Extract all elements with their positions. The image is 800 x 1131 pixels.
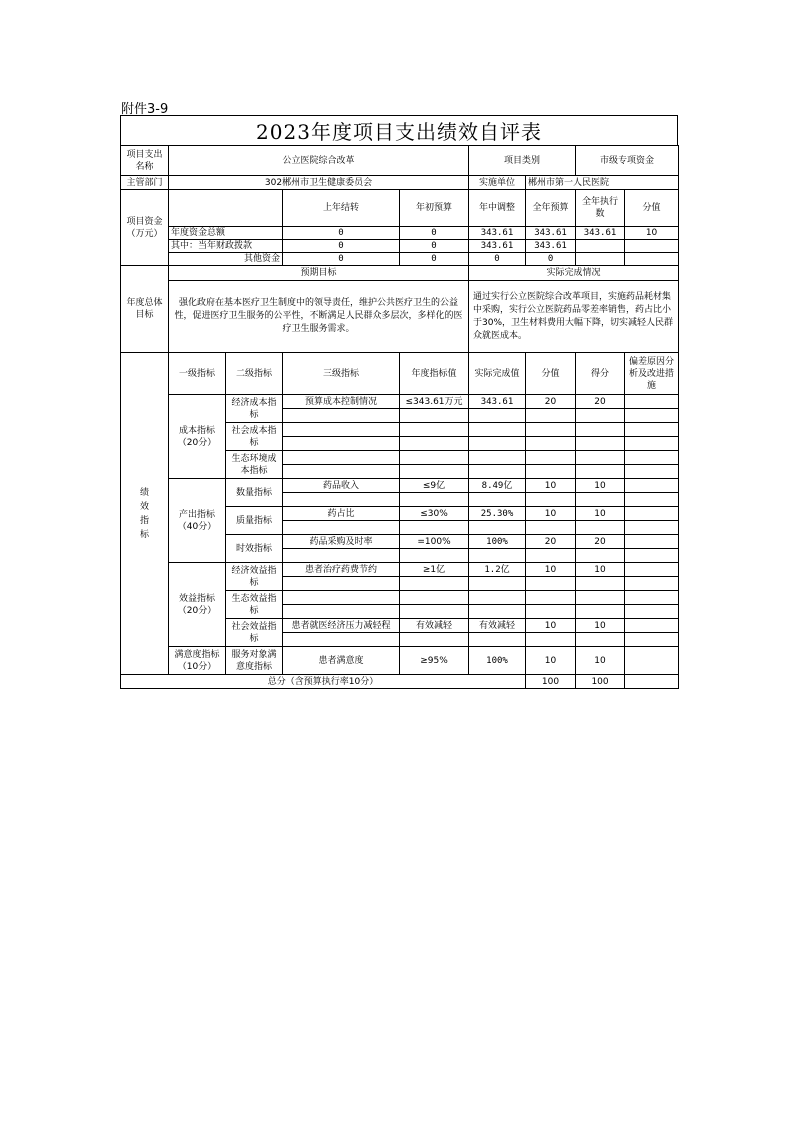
level3-indicator: 患者就医经济压力减轻程 bbox=[283, 619, 400, 633]
level3-indicator bbox=[283, 437, 400, 451]
table-row bbox=[121, 647, 679, 675]
actual-value bbox=[469, 591, 526, 605]
deviation-analysis bbox=[625, 535, 679, 549]
score-value bbox=[526, 549, 576, 563]
impl-label: 实施单位 bbox=[469, 176, 526, 190]
funds-adj: 343.61 bbox=[469, 227, 526, 240]
score-value: 10 bbox=[526, 619, 576, 633]
deviation-analysis bbox=[625, 591, 679, 605]
funds-label: 项目资金（万元） bbox=[121, 190, 169, 266]
actual-value bbox=[469, 451, 526, 465]
perf-header: 偏差原因分析及改进措施 bbox=[625, 353, 679, 395]
score-value: 20 bbox=[526, 535, 576, 549]
funds-prev: 0 bbox=[283, 240, 400, 253]
score bbox=[576, 521, 625, 535]
score-value bbox=[526, 451, 576, 465]
deviation-analysis bbox=[625, 465, 679, 479]
expected-header: 预期目标 bbox=[169, 266, 469, 281]
funds-adj: 343.61 bbox=[469, 240, 526, 253]
target-value: ≤30% bbox=[400, 507, 469, 521]
perf-header: 三级指标 bbox=[283, 353, 400, 395]
score-value bbox=[526, 493, 576, 507]
actual-value bbox=[469, 437, 526, 451]
impl: 郴州市第一人民医院 bbox=[526, 176, 679, 190]
level3-indicator bbox=[283, 549, 400, 563]
level3-indicator bbox=[283, 605, 400, 619]
funds-row-name: 其他资金 bbox=[169, 253, 283, 266]
target-value bbox=[400, 591, 469, 605]
score-value: 20 bbox=[526, 395, 576, 409]
target-value bbox=[400, 465, 469, 479]
funds-header: 上年结转 bbox=[283, 190, 400, 227]
target-value bbox=[400, 633, 469, 647]
target-value bbox=[400, 521, 469, 535]
level1-indicator: 成本指标（20分） bbox=[169, 395, 226, 479]
target-value: ≤343.61万元 bbox=[400, 395, 469, 409]
perf-header: 二级指标 bbox=[226, 353, 283, 395]
level1-indicator: 满意度指标（10分） bbox=[169, 647, 226, 675]
level2-indicator: 生态环境成本指标 bbox=[226, 451, 283, 479]
score-value bbox=[526, 577, 576, 591]
deviation-analysis bbox=[625, 423, 679, 437]
target-value: ≥95% bbox=[400, 647, 469, 675]
level3-indicator bbox=[283, 409, 400, 423]
score-value bbox=[526, 423, 576, 437]
score-value bbox=[526, 465, 576, 479]
deviation-analysis bbox=[625, 507, 679, 521]
total-blank bbox=[625, 675, 679, 689]
target-value bbox=[400, 451, 469, 465]
level2-indicator: 社会成本指标 bbox=[226, 423, 283, 451]
table-row bbox=[121, 227, 679, 240]
actual-value: 8.49亿 bbox=[469, 479, 526, 493]
level3-indicator bbox=[283, 633, 400, 647]
score: 10 bbox=[576, 619, 625, 633]
funds-header: 年初预算 bbox=[400, 190, 469, 227]
funds-total: 343.61 bbox=[526, 227, 576, 240]
funds-score_value bbox=[625, 240, 679, 253]
actual-value bbox=[469, 465, 526, 479]
target-value bbox=[400, 577, 469, 591]
deviation-analysis bbox=[625, 451, 679, 465]
goals-label: 年度总体目标 bbox=[121, 266, 169, 353]
table-row bbox=[121, 240, 679, 253]
target-value bbox=[400, 409, 469, 423]
score bbox=[576, 423, 625, 437]
total-label: 总分（含预算执行率10分） bbox=[121, 675, 526, 689]
score: 10 bbox=[576, 507, 625, 521]
table-row bbox=[121, 190, 679, 227]
actual-value bbox=[469, 605, 526, 619]
total-score: 100 bbox=[576, 675, 625, 689]
score-value: 10 bbox=[526, 563, 576, 577]
deviation-analysis bbox=[625, 619, 679, 633]
deviation-analysis bbox=[625, 437, 679, 451]
actual-value bbox=[469, 409, 526, 423]
deviation-analysis bbox=[625, 549, 679, 563]
level2-indicator: 服务对象满意度指标 bbox=[226, 647, 283, 675]
target-value: 有效减轻 bbox=[400, 619, 469, 633]
target-value: =100% bbox=[400, 535, 469, 549]
level3-indicator bbox=[283, 423, 400, 437]
funds-exec bbox=[576, 253, 625, 266]
actual-value bbox=[469, 423, 526, 437]
score bbox=[576, 493, 625, 507]
dept: 302郴州市卫生健康委员会 bbox=[169, 176, 469, 190]
perf-header: 年度指标值 bbox=[400, 353, 469, 395]
actual-result: 通过实行公立医院综合改革项目，实施药品耗材集中采购，实行公立医院药品零差率销售，药占比小于30%，卫生材料费用大幅下降，切实减轻人民群众就医成本。 bbox=[469, 281, 679, 353]
perf-label: 绩 效 指 标 bbox=[121, 353, 169, 675]
funds-init: 0 bbox=[400, 240, 469, 253]
level3-indicator: 药品收入 bbox=[283, 479, 400, 493]
funds-header: 年中调整 bbox=[469, 190, 526, 227]
funds-header: 全年预算 bbox=[526, 190, 576, 227]
table-row bbox=[121, 176, 679, 190]
form-title: 2023年度项目支出绩效自评表 bbox=[120, 115, 678, 145]
deviation-analysis bbox=[625, 409, 679, 423]
funds-blank bbox=[169, 190, 283, 227]
project-type: 市级专项资金 bbox=[576, 146, 679, 176]
deviation-analysis bbox=[625, 605, 679, 619]
deviation-analysis bbox=[625, 647, 679, 675]
actual-header: 实际完成情况 bbox=[469, 266, 679, 281]
table-row bbox=[121, 395, 679, 409]
score-value: 10 bbox=[526, 479, 576, 493]
score bbox=[576, 591, 625, 605]
actual-value bbox=[469, 633, 526, 647]
attachment-label: 附件3-9 bbox=[121, 102, 169, 117]
score: 10 bbox=[576, 563, 625, 577]
table-row bbox=[121, 353, 679, 395]
expected-goal: 强化政府在基本医疗卫生制度中的领导责任，维护公共医疗卫生的公益性，促进医疗卫生服务的公平性，不断满足人民群众多层次，多样化的医疗卫生服务需求。 bbox=[169, 281, 469, 353]
level2-indicator: 经济成本指标 bbox=[226, 395, 283, 423]
deviation-analysis bbox=[625, 563, 679, 577]
table-row bbox=[121, 479, 679, 493]
funds-exec bbox=[576, 240, 625, 253]
target-value: ≥1亿 bbox=[400, 563, 469, 577]
level3-indicator: 药品采购及时率 bbox=[283, 535, 400, 549]
deviation-analysis bbox=[625, 395, 679, 409]
funds-init: 0 bbox=[400, 227, 469, 240]
perf-header: 分值 bbox=[526, 353, 576, 395]
level2-indicator: 数量指标 bbox=[226, 479, 283, 507]
score bbox=[576, 605, 625, 619]
perf-header: 一级指标 bbox=[169, 353, 226, 395]
score bbox=[576, 409, 625, 423]
funds-row-name: 年度资金总额 bbox=[169, 227, 283, 240]
score-value: 10 bbox=[526, 507, 576, 521]
deviation-analysis bbox=[625, 633, 679, 647]
level3-indicator bbox=[283, 451, 400, 465]
table-row bbox=[121, 675, 679, 689]
level2-indicator: 社会效益指标 bbox=[226, 619, 283, 647]
evaluation-table bbox=[120, 145, 679, 689]
perf-header: 实际完成值 bbox=[469, 353, 526, 395]
project-name: 公立医院综合改革 bbox=[169, 146, 469, 176]
funds-init: 0 bbox=[400, 253, 469, 266]
score-value bbox=[526, 605, 576, 619]
actual-value bbox=[469, 577, 526, 591]
target-value bbox=[400, 437, 469, 451]
table-row bbox=[121, 146, 679, 176]
score-value bbox=[526, 633, 576, 647]
deviation-analysis bbox=[625, 521, 679, 535]
funds-prev: 0 bbox=[283, 227, 400, 240]
target-value bbox=[400, 605, 469, 619]
level3-indicator bbox=[283, 577, 400, 591]
level2-indicator: 时效指标 bbox=[226, 535, 283, 563]
score-value bbox=[526, 521, 576, 535]
level3-indicator: 患者治疗药费节约 bbox=[283, 563, 400, 577]
score bbox=[576, 437, 625, 451]
score: 10 bbox=[576, 479, 625, 493]
deviation-analysis bbox=[625, 479, 679, 493]
level2-indicator: 生态效益指标 bbox=[226, 591, 283, 619]
level1-indicator: 产出指标（40分） bbox=[169, 479, 226, 563]
table-row bbox=[121, 253, 679, 266]
actual-value: 100% bbox=[469, 647, 526, 675]
perf-header: 得分 bbox=[576, 353, 625, 395]
level3-indicator: 药占比 bbox=[283, 507, 400, 521]
table-row bbox=[121, 266, 679, 281]
actual-value: 有效减轻 bbox=[469, 619, 526, 633]
funds-score_value: 10 bbox=[625, 227, 679, 240]
dept-label: 主管部门 bbox=[121, 176, 169, 190]
actual-value: 1.2亿 bbox=[469, 563, 526, 577]
level3-indicator bbox=[283, 521, 400, 535]
deviation-analysis bbox=[625, 577, 679, 591]
level1-indicator: 效益指标（20分） bbox=[169, 563, 226, 647]
target-value bbox=[400, 549, 469, 563]
level3-indicator bbox=[283, 493, 400, 507]
funds-score_value bbox=[625, 253, 679, 266]
score: 20 bbox=[576, 535, 625, 549]
level2-indicator: 经济效益指标 bbox=[226, 563, 283, 591]
score bbox=[576, 577, 625, 591]
project-name-label: 项目支出名称 bbox=[121, 146, 169, 176]
project-type-label: 项目类别 bbox=[469, 146, 576, 176]
actual-value: 343.61 bbox=[469, 395, 526, 409]
level3-indicator bbox=[283, 591, 400, 605]
table-row bbox=[121, 563, 679, 577]
table-row bbox=[121, 281, 679, 353]
score bbox=[576, 451, 625, 465]
score bbox=[576, 549, 625, 563]
funds-row-name: 其中：当年财政拨款 bbox=[169, 240, 283, 253]
actual-value bbox=[469, 549, 526, 563]
deviation-analysis bbox=[625, 493, 679, 507]
level2-indicator: 质量指标 bbox=[226, 507, 283, 535]
funds-total: 343.61 bbox=[526, 240, 576, 253]
actual-value: 100% bbox=[469, 535, 526, 549]
score-value bbox=[526, 591, 576, 605]
funds-total: 0 bbox=[526, 253, 576, 266]
funds-exec: 343.61 bbox=[576, 227, 625, 240]
level3-indicator: 患者满意度 bbox=[283, 647, 400, 675]
total-value: 100 bbox=[526, 675, 576, 689]
funds-adj: 0 bbox=[469, 253, 526, 266]
target-value: ≤9亿 bbox=[400, 479, 469, 493]
actual-value: 25.30% bbox=[469, 507, 526, 521]
score bbox=[576, 633, 625, 647]
actual-value bbox=[469, 521, 526, 535]
funds-header: 全年执行数 bbox=[576, 190, 625, 227]
funds-prev: 0 bbox=[283, 253, 400, 266]
score-value: 10 bbox=[526, 647, 576, 675]
level3-indicator bbox=[283, 465, 400, 479]
score-value bbox=[526, 409, 576, 423]
evaluation-sheet bbox=[120, 115, 678, 689]
score: 20 bbox=[576, 395, 625, 409]
score bbox=[576, 465, 625, 479]
target-value bbox=[400, 423, 469, 437]
score: 10 bbox=[576, 647, 625, 675]
level3-indicator: 预算成本控制情况 bbox=[283, 395, 400, 409]
score-value bbox=[526, 437, 576, 451]
actual-value bbox=[469, 493, 526, 507]
target-value bbox=[400, 493, 469, 507]
funds-header: 分值 bbox=[625, 190, 679, 227]
